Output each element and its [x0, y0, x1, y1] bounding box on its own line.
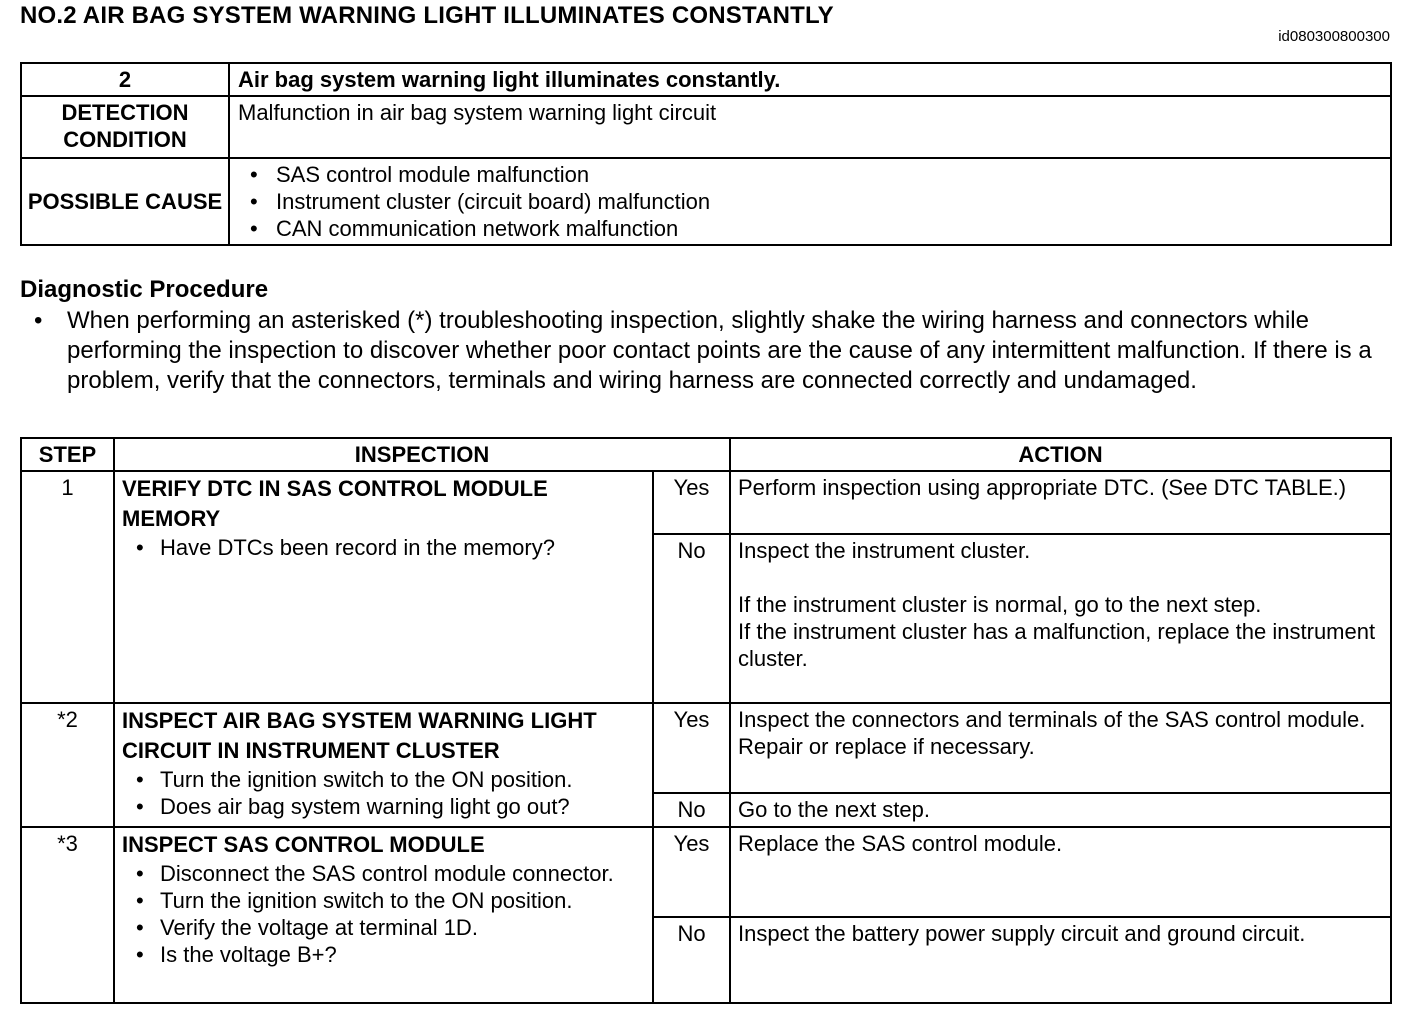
diagnostic-procedure-table	[20, 437, 1392, 1004]
possible-cause-list	[238, 161, 1382, 242]
inspection-title: VERIFY DTC IN SAS CONTROL MODULE MEMORY	[122, 476, 548, 531]
step-number: *3	[21, 827, 114, 1003]
inspection-title: INSPECT AIR BAG SYSTEM WARNING LIGHT CIRCUIT IN INSTRUMENT CLUSTER	[122, 708, 597, 763]
no-action: Go to the next step.	[730, 793, 1391, 827]
inspection-check: • Turn the ignition switch to the ON position.	[122, 887, 645, 914]
detection-condition-label: DETECTION CONDITION	[21, 96, 229, 158]
column-header-action: ACTION	[730, 438, 1391, 471]
detection-row	[21, 96, 1391, 158]
document-id: id080300800300	[1278, 28, 1390, 45]
no-action: Inspect the battery power supply circuit and ground circuit.	[730, 917, 1391, 1003]
no-label: No	[653, 534, 730, 703]
possible-cause-item: • SAS control module malfunction	[238, 161, 1382, 188]
symptom-row	[21, 63, 1391, 96]
table-row	[21, 827, 1391, 917]
inspection-check: • Does air bag system warning light go out?	[122, 793, 645, 820]
inspection-cell	[114, 827, 653, 1003]
table-row	[21, 471, 1391, 534]
bullet-icon: •	[34, 307, 43, 334]
inspection-cell	[114, 471, 653, 703]
step-number: *2	[21, 703, 114, 827]
possible-cause-row	[21, 158, 1391, 245]
inspection-title: INSPECT SAS CONTROL MODULE	[122, 832, 485, 857]
inspection-checks	[122, 860, 645, 968]
symptom-description	[229, 63, 1391, 96]
yes-action-line: Repair or replace if necessary.	[738, 734, 1035, 759]
inspection-check: • Turn the ignition switch to the ON position.	[122, 766, 645, 793]
column-header-step: STEP	[21, 438, 114, 471]
no-label: No	[653, 917, 730, 1003]
yes-action-line: Inspect the connectors and terminals of the SAS control module.	[738, 707, 1366, 732]
symptom-summary-table	[20, 62, 1392, 246]
inspection-check: • Verify the voltage at terminal 1D.	[122, 914, 645, 941]
possible-cause-item: • CAN communication network malfunction	[238, 215, 1382, 242]
possible-cause-item: • Instrument cluster (circuit board) malfunction	[238, 188, 1382, 215]
inspection-check: • Is the voltage B+?	[122, 941, 645, 968]
symptom-text: Air bag system warning light illuminates constantly.	[238, 67, 781, 92]
procedure-note	[34, 306, 1374, 396]
yes-label: Yes	[653, 703, 730, 793]
yes-action: Perform inspection using appropriate DTC. (See DTC TABLE.)	[730, 471, 1391, 534]
column-header-inspection: INSPECTION	[114, 438, 730, 471]
inspection-checks	[122, 766, 645, 820]
yes-label: Yes	[653, 471, 730, 534]
page-title: NO.2 AIR BAG SYSTEM WARNING LIGHT ILLUMINATES CONSTANTLY	[20, 2, 834, 29]
yes-action: Replace the SAS control module.	[730, 827, 1391, 917]
no-label: No	[653, 793, 730, 827]
procedure-note-text: When performing an asterisked (*) troubleshooting inspection, slightly shake the wiring harness and connectors while performing the inspection to discover whether poor contact points are the cause of any intermittent malfunction. If there is a problem, verify that the connectors, terminals and wiring harness are connected correctly and undamaged.	[67, 307, 1372, 394]
symptom-number: 2	[21, 63, 229, 96]
no-action-line: If the instrument cluster is normal, go to the next step.	[738, 592, 1262, 617]
detection-condition-value: Malfunction in air bag system warning light circuit	[229, 96, 1391, 158]
inspection-cell	[114, 703, 653, 827]
inspection-check: • Disconnect the SAS control module connector.	[122, 860, 645, 887]
step-number: 1	[21, 471, 114, 703]
inspection-check: • Have DTCs been record in the memory?	[122, 534, 645, 561]
yes-label: Yes	[653, 827, 730, 917]
no-action	[730, 534, 1391, 703]
table-row	[21, 703, 1391, 793]
spacer	[738, 564, 1383, 591]
inspection-checks	[122, 534, 645, 561]
possible-cause-list-cell	[229, 158, 1391, 245]
section-title: Diagnostic Procedure	[20, 276, 269, 303]
possible-cause-label: POSSIBLE CAUSE	[21, 158, 229, 245]
no-action-line: Inspect the instrument cluster.	[738, 538, 1031, 563]
no-action-line: If the instrument cluster has a malfunction, replace the instrument cluster.	[738, 619, 1376, 671]
yes-action	[730, 703, 1391, 793]
table-header-row	[21, 438, 1391, 471]
